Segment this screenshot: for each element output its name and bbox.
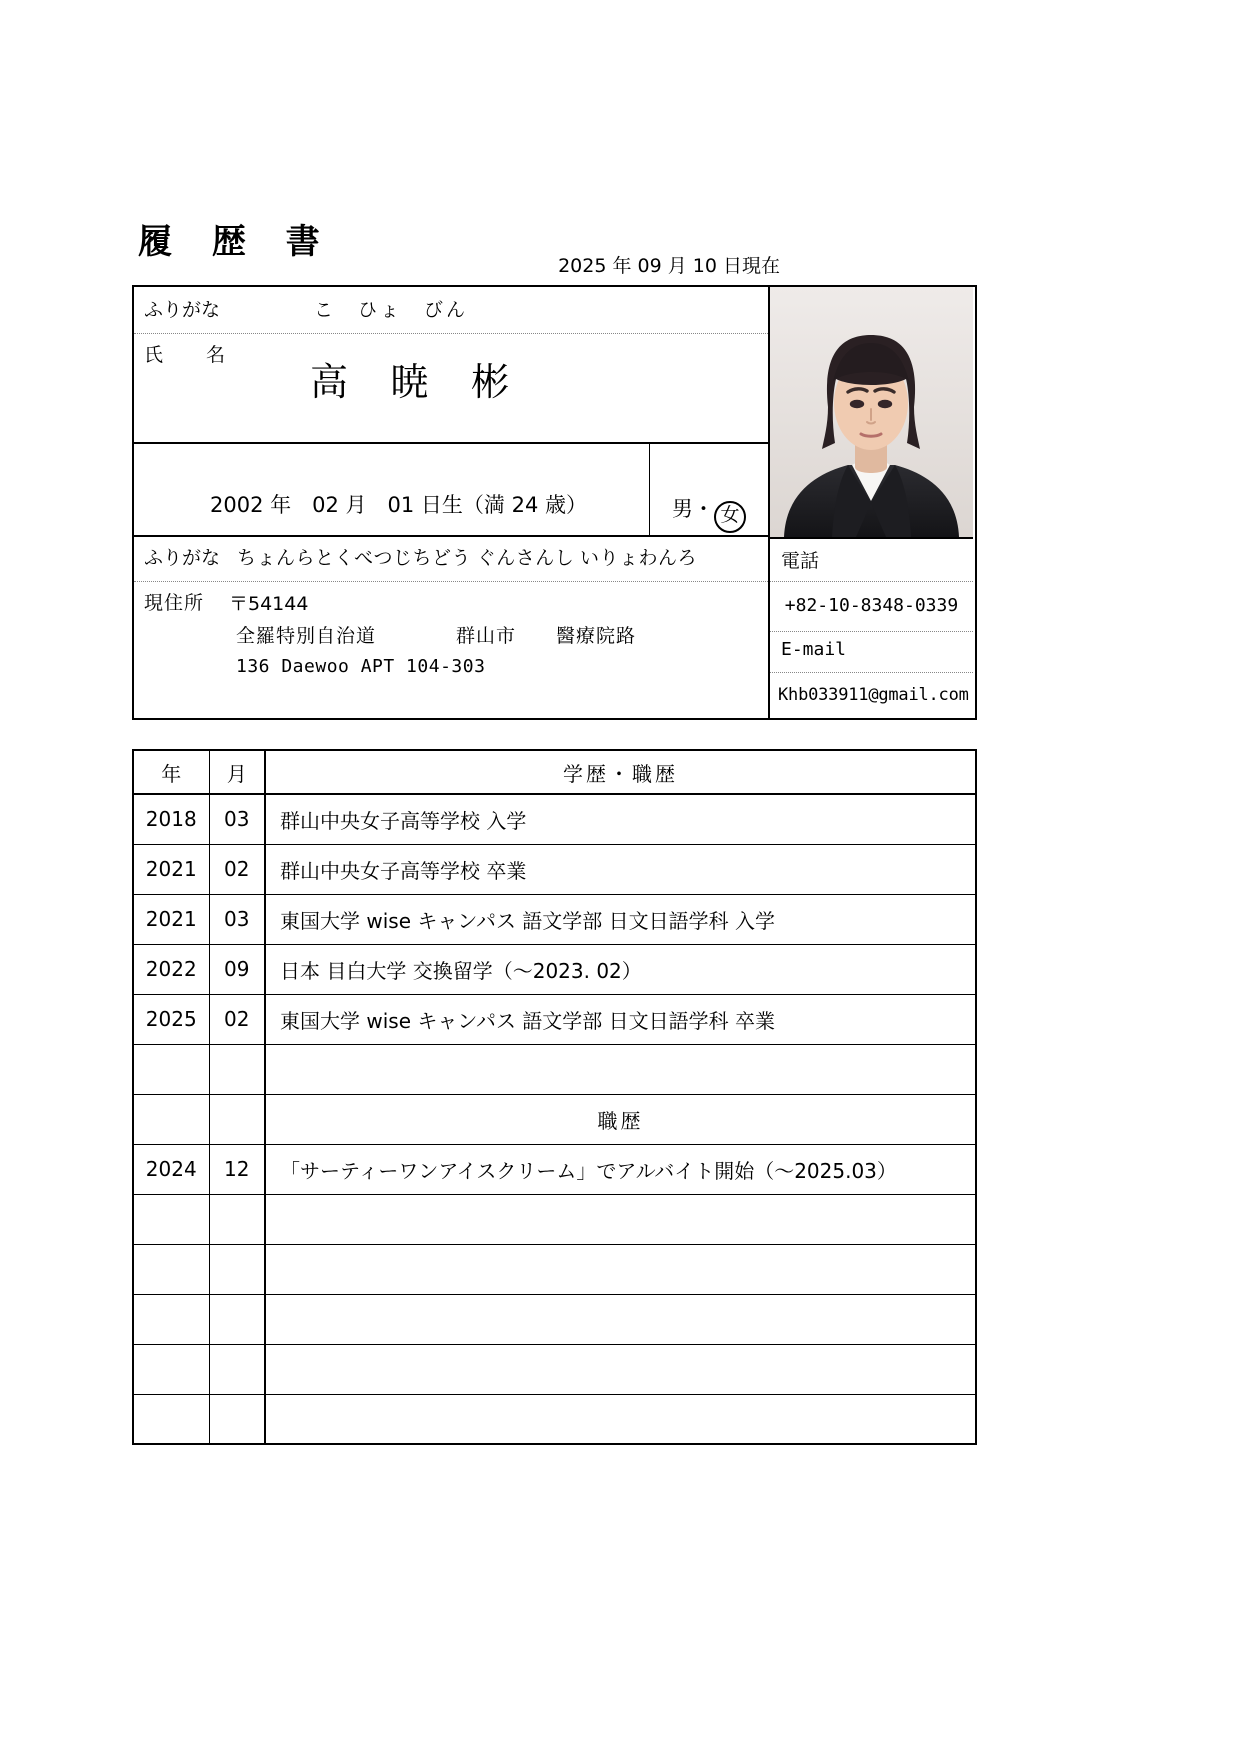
personal-info-table: [132, 285, 977, 720]
title-row: [132, 222, 977, 290]
cell-year: 2022: [133, 944, 209, 994]
table-row: [133, 1094, 976, 1144]
tel-value-cell: [770, 582, 973, 632]
address-furigana-cell: [134, 537, 768, 582]
table-row: [133, 794, 976, 844]
cell-detail: 群山中央女子高等学校 卒業: [265, 844, 976, 894]
cell-detail: 職歴: [265, 1094, 976, 1144]
cell-year: [133, 1194, 209, 1244]
table-row: [133, 1144, 976, 1194]
header-detail: 学歴・職歴: [265, 750, 976, 794]
table-row: [133, 844, 976, 894]
table-row: [133, 1394, 976, 1444]
cell-month: [209, 1094, 265, 1144]
name-cell: [134, 334, 768, 444]
cell-year: 2024: [133, 1144, 209, 1194]
personal-info-left: [134, 287, 768, 718]
cell-year: [133, 1344, 209, 1394]
cell-detail: 東国大学 wise キャンパス 語文学部 日文日語学科 卒業: [265, 994, 976, 1044]
tel-value: +82-10-8348-0339: [784, 595, 959, 616]
cell-detail: 日本 目白大学 交換留学（〜2023. 02）: [265, 944, 976, 994]
applicant-photo: [770, 287, 973, 537]
name-furigana-label: ふりがな: [144, 300, 221, 321]
address-line-2: 136 Daewoo APT 104-303: [236, 656, 486, 677]
cell-month: 02: [209, 994, 265, 1044]
cell-detail: 東国大学 wise キャンパス 語文学部 日文日語学科 入学: [265, 894, 976, 944]
cell-detail: [265, 1244, 976, 1294]
cell-month: [209, 1294, 265, 1344]
cell-detail: 「サーティーワンアイスクリーム」でアルバイト開始（〜2025.03）: [265, 1144, 976, 1194]
cell-detail: [265, 1044, 976, 1094]
birthdate-cell: [134, 444, 649, 537]
table-row: [133, 1044, 976, 1094]
cell-month: [209, 1394, 265, 1444]
email-value: Khb033911@gmail.com: [778, 685, 969, 705]
cell-year: 2025: [133, 994, 209, 1044]
tel-label-cell: [770, 537, 973, 582]
cell-year: [133, 1294, 209, 1344]
name-label: 氏 名: [144, 345, 238, 366]
table-row: [133, 894, 976, 944]
cell-month: 03: [209, 894, 265, 944]
gender-female-option-selected[interactable]: 女: [714, 501, 746, 533]
cell-year: 2021: [133, 844, 209, 894]
address-furigana-value: ちょんらとくべつじちどう ぐんさんし いりょわんろ: [237, 548, 698, 569]
table-row: [133, 994, 976, 1044]
address-label: 現住所: [144, 593, 205, 614]
cell-detail: [265, 1294, 976, 1344]
table-row: [133, 1344, 976, 1394]
email-value-cell: [770, 673, 973, 718]
postal-code: 〒54144: [229, 593, 309, 615]
cell-detail: [265, 1344, 976, 1394]
cell-year: [133, 1244, 209, 1294]
cell-month: 02: [209, 844, 265, 894]
table-row: [133, 944, 976, 994]
table-row: [133, 1244, 976, 1294]
email-label: E-mail: [781, 639, 847, 660]
personal-info-right: [768, 287, 975, 718]
email-label-cell: [770, 632, 973, 673]
cell-month: [209, 1194, 265, 1244]
cell-month: [209, 1244, 265, 1294]
header-year: 年: [133, 750, 209, 794]
birthdate-value: 2002 年 02 月 01 日生（満 24 歳）: [210, 493, 587, 517]
gender-value: [650, 496, 768, 533]
history-table: [132, 749, 977, 1445]
name-furigana-value: こ ひょ びん: [314, 300, 469, 321]
cell-year: 2021: [133, 894, 209, 944]
cell-detail: 群山中央女子高等学校 入学: [265, 794, 976, 844]
cell-month: [209, 1344, 265, 1394]
cell-year: 2018: [133, 794, 209, 844]
header-month: 月: [209, 750, 265, 794]
gender-male-option[interactable]: 男: [672, 498, 693, 521]
address-furigana-label: ふりがな: [144, 548, 221, 569]
gender-separator: ・: [693, 498, 714, 521]
history-header-row: [133, 750, 976, 794]
address-cell: [134, 582, 768, 718]
cell-month: 12: [209, 1144, 265, 1194]
name-furigana-cell: [134, 287, 768, 334]
cell-year: [133, 1044, 209, 1094]
cell-year: [133, 1094, 209, 1144]
photo-image: [770, 287, 973, 537]
cell-detail: [265, 1394, 976, 1444]
table-row: [133, 1294, 976, 1344]
cell-detail: [265, 1194, 976, 1244]
tel-label: 電話: [781, 551, 820, 572]
cell-month: 03: [209, 794, 265, 844]
address-line-1: 全羅特別自治道 群山市 醫療院路: [236, 626, 637, 647]
page-title: 履 歴 書: [138, 222, 334, 262]
as-of-date: 2025 年 09 月 10 日現在: [558, 255, 780, 277]
applicant-name: 高 暁 彬: [310, 362, 526, 404]
cell-year: [133, 1394, 209, 1444]
cell-month: [209, 1044, 265, 1094]
table-row: [133, 1194, 976, 1244]
gender-cell: [649, 444, 768, 537]
cell-month: 09: [209, 944, 265, 994]
